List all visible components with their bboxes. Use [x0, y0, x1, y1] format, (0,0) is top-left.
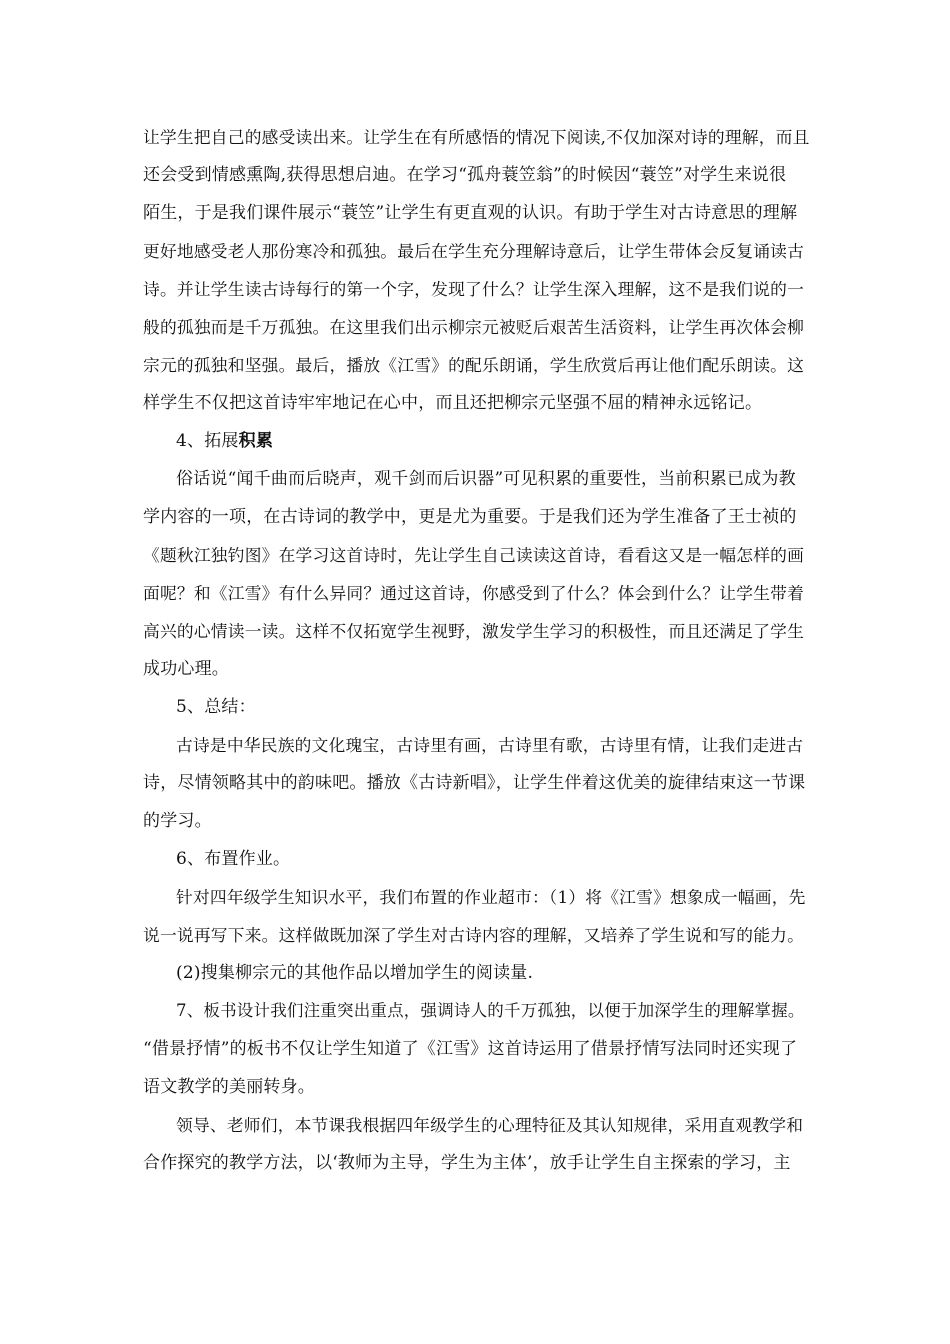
paragraph-line: 诗。并让学生读古诗每行的第一个字，发现了什么？让学生深入理解，这不是我们说的一 [143, 279, 805, 299]
paragraph-line: 合作探究的教学方法，以‘教师为主导，学生为主体’，放手让学生自主探索的学习，主 [143, 1153, 791, 1173]
paragraph-line: 古诗是中华民族的文化瑰宝，古诗里有画，古诗里有歌，古诗里有情，让我们走进古 [176, 735, 804, 755]
paragraph-line: (2)搜集柳宗元的其他作品以增加学生的阅读量. [176, 963, 534, 983]
heading-bold-text: 积累 [238, 431, 274, 451]
section-heading-5: 5、总结： [176, 697, 256, 717]
paragraph-line: 俗话说“闻千曲而后晓声，观千剑而后识器”可见积累的重要性，当前积累已成为教 [176, 469, 796, 489]
paragraph-line: 样学生不仅把这首诗牢牢地记在心中，而且还把柳宗元坚强不屈的精神永远铭记。 [143, 393, 763, 413]
paragraph-line: 诗，尽情领略其中的韵味吧。播放《古诗新唱》，让学生伴着这优美的旋律结束这一节课 [143, 773, 806, 793]
paragraph-line: 领导、老师们，本节课我根据四年级学生的心理特征及其认知规律，采用直观教学和 [176, 1115, 804, 1135]
paragraph-line: 针对四年级学生知识水平，我们布置的作业超市：（1）将《江雪》想象成一幅画，先 [176, 887, 806, 907]
paragraph-line: 般的孤独而是千万孤独。在这里我们出示柳宗元被贬后艰苦生活资料，让学生再次体会柳 [143, 317, 805, 337]
paragraph-line: 让学生把自己的感受读出来。让学生在有所感悟的情况下阅读,不仅加深对诗的理解，而且 [143, 127, 810, 147]
paragraph-line: 的学习。 [143, 811, 212, 831]
section-heading-4 [176, 429, 811, 453]
paragraph-line: 面呢？和《江雪》有什么异同？通过这首诗，你感受到了什么？体会到什么？让学生带着 [143, 583, 805, 603]
paragraph-line: 还会受到情感熏陶,获得思想启迪。在学习“孤舟蓑笠翁”的时候因“蓑笠”对学生来说很 [143, 165, 787, 185]
paragraph-line: 《题秋江独钓图》在学习这首诗时，先让学生自己读读这首诗，看看这又是一幅怎样的画 [143, 545, 805, 565]
paragraph-line: 语文教学的美丽转身。 [143, 1077, 315, 1097]
heading-text: 4、拓展 [176, 431, 239, 451]
paragraph-line: 学内容的一项，在古诗词的教学中，更是尤为重要。于是我们还为学生准备了王士祯的 [143, 507, 797, 527]
paragraph-line: 高兴的心情读一读。这样不仅拓宽学生视野，激发学生学习的积极性，而且还满足了学生 [143, 621, 805, 641]
paragraph-line: 陌生，于是我们课件展示“蓑笠”让学生有更直观的认识。有助于学生对古诗意思的理解 [143, 203, 798, 223]
section-heading-6: 6、布置作业。 [176, 849, 291, 869]
paragraph-line: 说一说再写下来。这样做既加深了学生对古诗内容的理解，又培养了学生说和写的能力。 [143, 925, 805, 945]
paragraph-line: 更好地感受老人那份寒冷和孤独。最后在学生充分理解诗意后，让学生带体会反复诵读古 [143, 241, 805, 261]
section-heading-7: 7、板书设计我们注重突出重点，强调诗人的千万孤独，以便于加深学生的理解掌握。 [176, 1001, 805, 1020]
paragraph-line: “借景抒情”的板书不仅让学生知道了《江雪》这首诗运用了借景抒情写法同时还实现了 [143, 1039, 798, 1059]
paragraph-line: 成功心理。 [143, 659, 229, 679]
paragraph-line: 宗元的孤独和坚强。最后，播放《江雪》的配乐朗诵，学生欣赏后再让他们配乐朗读。这 [143, 355, 805, 375]
